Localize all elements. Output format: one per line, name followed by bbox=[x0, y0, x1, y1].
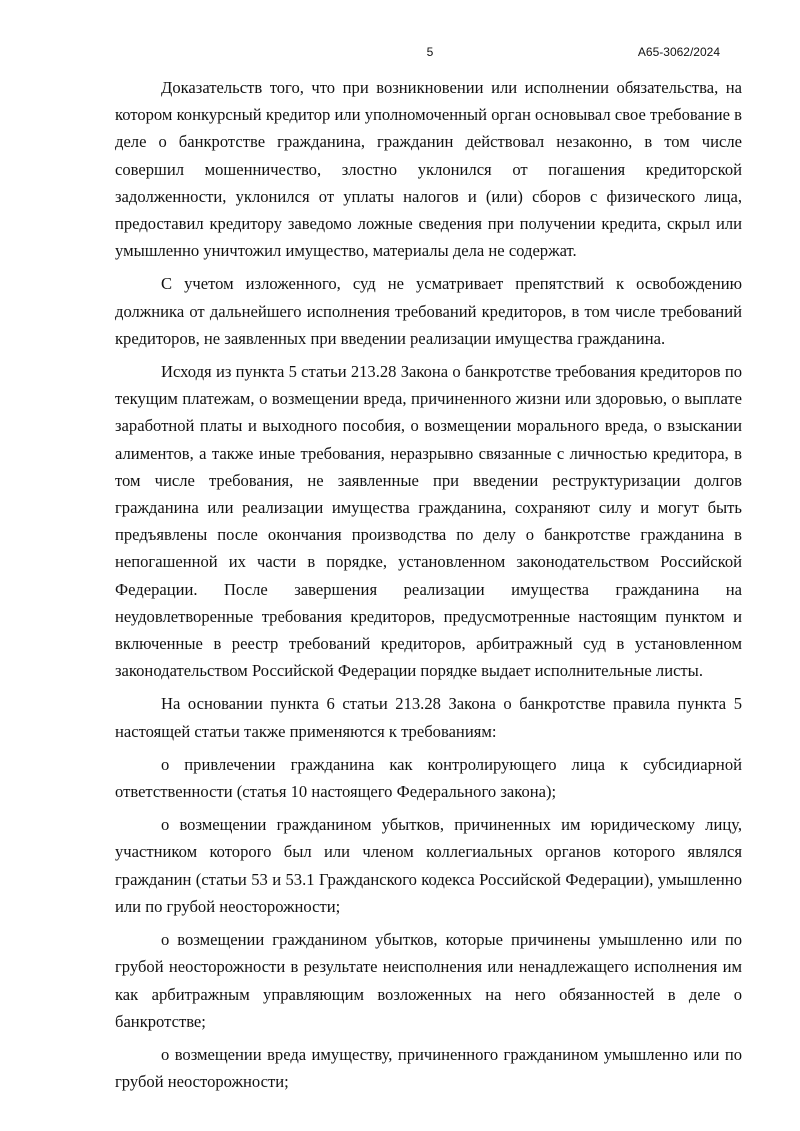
list-item-losses-arbitration-manager: о возмещении гражданином убытков, которые причинены умышленно или по грубой неосторожности в результате неисполнения или ненадлежащего исполнения им как арбитражным управляющим возложенных на него обязанностей в деле о банкротстве; bbox=[115, 930, 742, 1031]
paragraph-evidence: Доказательств того, что при возникновении или исполнении обязательства, на котором конкурсный кредитор или уполномоченный орган основывал свое требование в деле о банкротстве гражданина, гражданин действовал незаконно, в том числе совершил мошенничество, злостно уклонился от погашения кредиторской задолженности, уклонился от уплаты налогов и (или) сборов с физического лица, предоставил кредитору заведомо ложные сведения при получении кредита, скрыл или умышленно уничтожил имущество, материалы дела не содержат. bbox=[115, 78, 742, 261]
paragraph-conclusion: С учетом изложенного, суд не усматривает препятствий к освобождению должника от дальнейшего исполнения требований кредиторов, в том числе требований кредиторов, не заявленных при введении реализации имущества гражданина. bbox=[115, 274, 742, 348]
page-number: 5 bbox=[426, 45, 434, 59]
list-item-property-damage: о возмещении вреда имуществу, причиненного гражданином умышленно или по грубой неосторожности; bbox=[115, 1044, 742, 1092]
case-number: А65-3062/2024 bbox=[637, 45, 720, 59]
paragraph-point-6: На основании пункта 6 статьи 213.28 Закона о банкротстве правила пункта 5 настоящей статьи также применяются к требованиям: bbox=[115, 694, 742, 741]
list-item-losses-legal-entity: о возмещении гражданином убытков, причиненных им юридическому лицу, участником которого был или членом коллегиальных органов которого являлся гражданин (статьи 53 и 53.1 Гражданского кодекса Российской Федерации), умышленно или по грубой неосторожности; bbox=[115, 815, 742, 916]
document-body bbox=[115, 74, 742, 1101]
paragraph-point-5: Исходя из пункта 5 статьи 213.28 Закона о банкротстве требования кредиторов по текущим платежам, о возмещении вреда, причиненного жизни или здоровью, о выплате заработной платы и выходного пособия, о возмещении морального вреда, о взыскании алиментов, а также иные требования, неразрывно связанные с личностью кредитора, в том числе требования, не заявленные при введении реструктуризации долгов гражданина или реализации имущества гражданина, сохраняют силу и могут быть предъявлены после окончания производства по делу о банкротстве гражданина в непогашенной их части в порядке, установленном законодательством Российской Федерации. После завершения реализации имущества гражданина на неудовлетворенные требования кредиторов, предусмотренные настоящим пунктом и включенные в реестр требований кредиторов, арбитражный суд в установленном законодательством Российской Федерации порядке выдает исполнительные листы. bbox=[115, 362, 742, 681]
list-item-subsidiary-liability: о привлечении гражданина как контролирующего лица к субсидиарной ответственности (статья 10 настоящего Федерального закона); bbox=[115, 754, 742, 802]
